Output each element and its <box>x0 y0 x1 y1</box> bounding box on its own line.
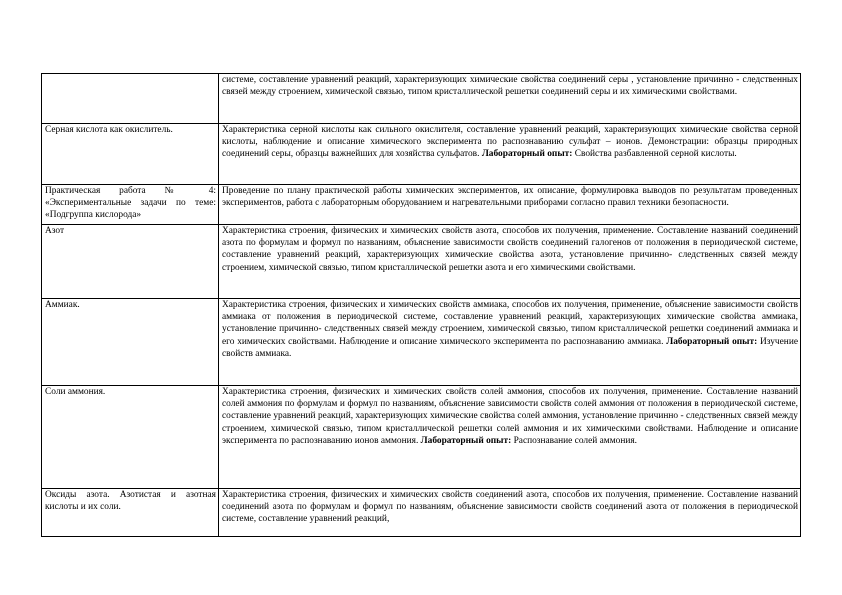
topic-cell: Аммиак. <box>42 299 219 386</box>
topic-cell <box>42 74 219 124</box>
table-row <box>42 124 801 185</box>
content-text: Характеристика строения, физических и химических свойств аммиака, способов их получения, применение, объяснение зависимости свойств аммиака от положения в периодической системе, составление уравнений реакций, характеризующих химические свойства аммиака, установление причинно- следственных связей между строением, химической связью, типом кристаллической решетки соединений аммиака и его химических свойствами. Наблюдение и описание химического эксперимента по распознаванию аммиака. <box>222 300 798 347</box>
lab-experiment-label: Лабораторный опыт: <box>666 336 758 347</box>
content-text: Проведение по плану практической работы химических экспериментов, их описание, формулировка выводов по результатам проведенных экспериментов, работа с лабораторным оборудованием и нагревательными приборами согласно правил техники безопасности. <box>222 186 798 209</box>
lab-experiment-text: Распознавание солей аммония. <box>513 435 638 446</box>
content-text: Характеристика строения, физических и химических свойств азота, способов их получения, применение. Составление названий соединений азота по формулам и формул по названиям, объяснение зависимости свойств соединений галогенов от положения в периодической системе, составление уравнений реакций, характеризующих химические свойства азота, установление причинно- следственных связей между строением, химической связью, типом кристаллической решетки азота и его химическими свойствами. <box>222 226 798 273</box>
content-cell <box>219 185 801 225</box>
table-row <box>42 225 801 299</box>
content-text: Характеристика серной кислоты как сильного окислителя, составление уравнений реакций, характеризующих химические свойства серной кислоты, наблюдение и описание химического эксперимента по распознаванию сульфат – ионов. Демонстрации: образцы природных соединений серы, образцы важнейших для хозяйства сульфатов. <box>222 125 798 160</box>
lab-experiment-text: Изучение свойств аммиака. <box>222 336 799 359</box>
content-cell <box>219 299 801 386</box>
content-text: Характеристика строения, физических и химических свойств соединений азота, способов их получения, применение. Составление названий соединений азота по формулам и формул по названиям, объяснение зависимости свойств соединений азота от положения в периодической системе, составление уравнений реакций, <box>222 490 798 525</box>
table-row <box>42 386 801 489</box>
lab-experiment-text: Свойства разбавленной серной кислоты. <box>574 149 737 160</box>
topic-cell: Соли аммония. <box>42 386 219 489</box>
topic-cell: Оксиды азота. Азотистая и азотная кислоты и их соли. <box>42 489 219 537</box>
content-text: Характеристика строения, физических и химических свойств солей аммония, способов их получения, применение. Составление названий солей аммония по формулам и формул по названиям, объяснение зависимости свойств солей аммония от положения в периодической системе, составление уравнений реакций, характеризующих химические свойства солей аммония, установление причинно - следственных связей между строением, химической связью, типом кристаллической решетки солей аммония и их химическими свойствами. Наблюдение и описание эксперимента по распознаванию ионов аммония. <box>222 387 798 446</box>
topic-cell: Практическая работа № 4: «Экспериментальные задачи по теме: «Подгруппа кислорода» <box>42 185 219 225</box>
table-row <box>42 185 801 225</box>
content-cell <box>219 124 801 185</box>
content-cell <box>219 225 801 299</box>
content-cell <box>219 74 801 124</box>
lab-experiment-label: Лабораторный опыт: <box>420 435 512 446</box>
table-row <box>42 74 801 124</box>
content-cell <box>219 489 801 537</box>
table-row <box>42 299 801 386</box>
curriculum-table <box>41 73 801 537</box>
table-row <box>42 489 801 537</box>
lab-experiment-label: Лабораторный опыт: <box>481 149 573 160</box>
topic-cell: Серная кислота как окислитель. <box>42 124 219 185</box>
content-cell <box>219 386 801 489</box>
content-text: системе, составление уравнений реакций, характеризующих химические свойства соединений серы , установление причинно - следственных связей между строением, химической связью, типом кристаллической решетки соединений серы и их химическими свойствами. <box>222 75 798 98</box>
topic-cell: Азот <box>42 225 219 299</box>
